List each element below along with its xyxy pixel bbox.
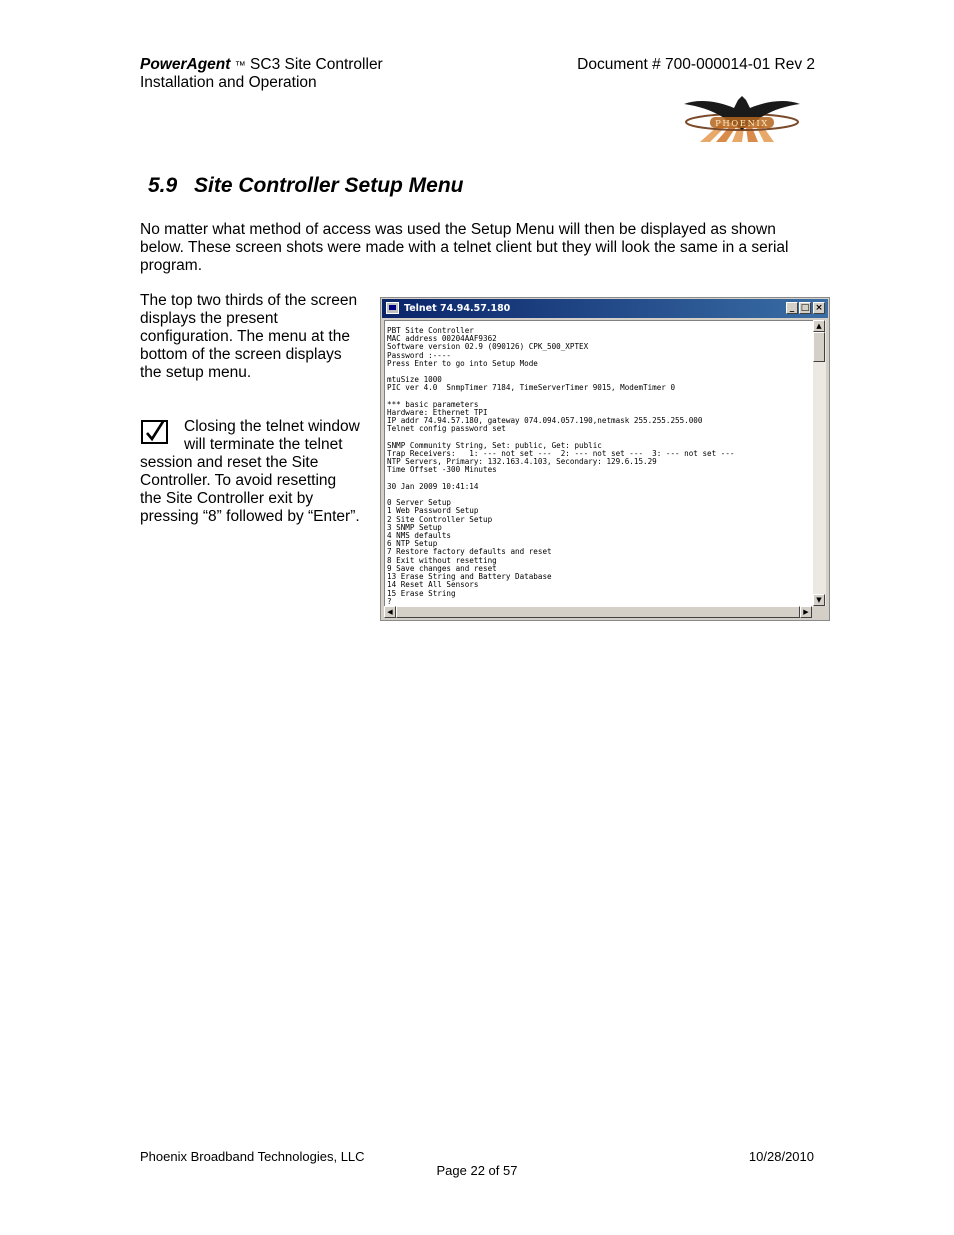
intro-line: No matter what method of access was used the Setup Menu will then be displayed as shown bbox=[140, 221, 776, 238]
note-line: the Site Controller exit by bbox=[140, 490, 314, 507]
vertical-scroll-thumb[interactable] bbox=[813, 332, 825, 362]
note-body bbox=[140, 454, 360, 526]
note-line: Closing the telnet window bbox=[184, 418, 360, 435]
intro-line: program. bbox=[140, 257, 203, 274]
scroll-left-button[interactable]: ◀ bbox=[384, 606, 396, 618]
footer-company: Phoenix Broadband Technologies, LLC bbox=[140, 1149, 365, 1164]
horizontal-scrollbar[interactable] bbox=[384, 606, 812, 618]
section-heading bbox=[148, 173, 464, 199]
side-line: the setup menu. bbox=[140, 364, 252, 381]
note-line: will terminate the telnet bbox=[184, 436, 343, 453]
side-line: displays the present bbox=[140, 310, 278, 327]
maximize-button[interactable]: □ bbox=[800, 303, 810, 313]
trademark-symbol: ™ bbox=[234, 60, 246, 72]
document-number: Document # 700-000014-01 Rev 2 bbox=[577, 56, 815, 73]
product-name: PowerAgent bbox=[140, 56, 231, 73]
close-button[interactable]: × bbox=[813, 302, 825, 314]
telnet-window bbox=[380, 297, 830, 621]
side-line: The top two thirds of the screen bbox=[140, 292, 358, 309]
footer-page-number: Page 22 of 57 bbox=[436, 1163, 518, 1178]
telnet-app-icon bbox=[386, 302, 399, 314]
checkmark-icon bbox=[143, 422, 166, 442]
console-area[interactable] bbox=[384, 320, 813, 607]
note-line: Controller. To avoid resetting bbox=[140, 472, 337, 489]
header-subtitle: Installation and Operation bbox=[140, 74, 317, 91]
intro-line: below. These screen shots were made with a telnet client but they will look the same in a serial bbox=[140, 239, 789, 256]
phoenix-logo bbox=[680, 92, 804, 142]
product-rest: SC3 Site Controller bbox=[245, 56, 383, 73]
intro-paragraph bbox=[140, 221, 788, 275]
section-title: Site Controller Setup Menu bbox=[194, 174, 464, 197]
resize-grip[interactable] bbox=[813, 606, 826, 618]
vertical-scrollbar[interactable] bbox=[813, 320, 826, 606]
footer-date: 10/28/2010 bbox=[748, 1149, 814, 1164]
window-title: Telnet 74.94.57.180 bbox=[404, 303, 511, 314]
side-line: bottom of the screen displays bbox=[140, 346, 342, 363]
console-text: PBT Site Controller MAC address 00204AAF9362 Software version 02.9 (090126) CPK_500_XPTEX Password :---- Press Enter to go into Setup Mode mtuSize 1000 PIC ver 4.0 SnmpTimer 7184, TimeServerTimer 9015, ModemTimer 0 *** basic parameters Hardware: Ethernet TPI IP addr 74.94.57.180, gateway 074.094.057.190,netmask 255.255.255.000 Telnet config password set SNMP Community String, Set: public, Get: public Trap Receivers: 1: --- not set --- 2: --- not set --- 3: --- not set --- NTP Servers, Primary: 132.163.4.103, Secondary: 129.6.15.29 Time Offset -300 Minutes 30 Jan 2009 10:41:14 0 Server Setup 1 Web Password Setup 2 Site Controller Setup 3 SNMP Setup 4 NMS defaults 6 NTP Setup 7 Restore factory defaults and reset 8 Exit without resetting 9 Save changes and reset 13 Erase String and Battery Database 14 Reset All Sensors 15 Erase String ? bbox=[387, 326, 735, 606]
header-product-line bbox=[140, 56, 383, 74]
note-line: session and reset the Site bbox=[140, 454, 319, 471]
horizontal-scroll-thumb[interactable] bbox=[396, 606, 800, 618]
window-titlebar[interactable] bbox=[382, 299, 828, 318]
section-number: 5.9 bbox=[148, 174, 178, 197]
checkmark-box-icon bbox=[141, 420, 168, 444]
scroll-right-button[interactable]: ▶ bbox=[800, 606, 812, 618]
logo-text: PHOENIX bbox=[715, 119, 769, 129]
scroll-down-button[interactable]: ▼ bbox=[813, 594, 825, 606]
note-line: pressing “8” followed by “Enter”. bbox=[140, 508, 360, 525]
side-paragraph bbox=[140, 292, 357, 382]
side-line: configuration. The menu at the bbox=[140, 328, 350, 345]
minimize-button[interactable]: _ bbox=[786, 302, 798, 314]
scroll-up-button[interactable]: ▲ bbox=[813, 320, 825, 332]
note-indented bbox=[184, 418, 360, 454]
